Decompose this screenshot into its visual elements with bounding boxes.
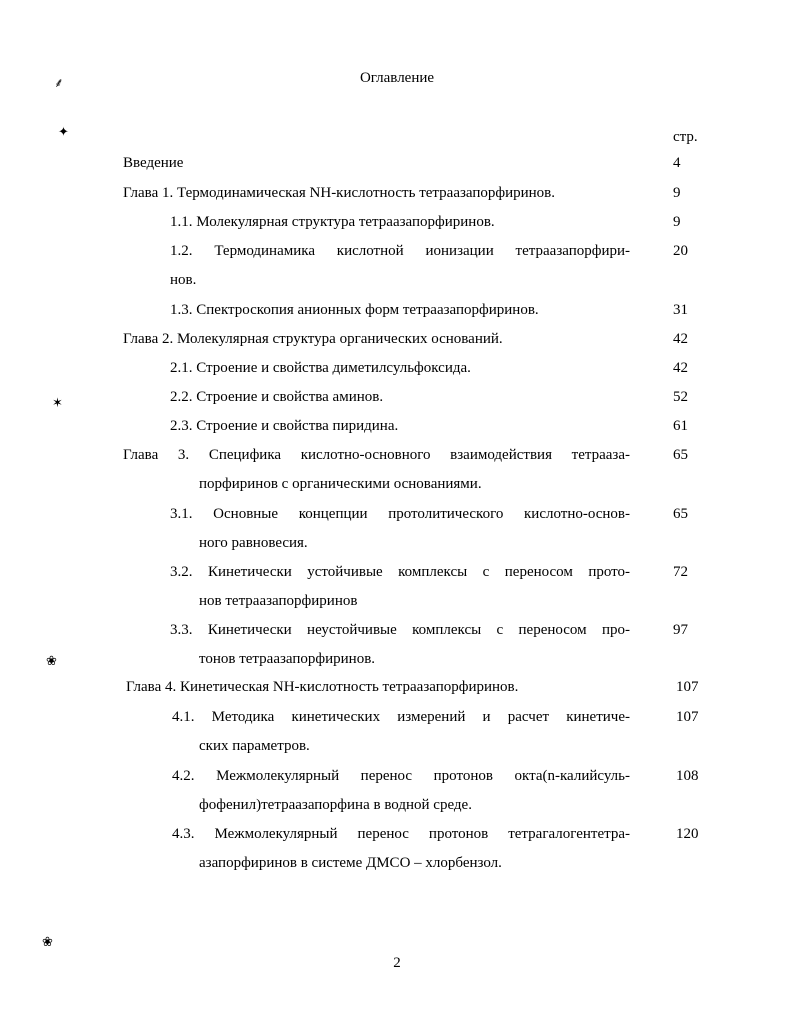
toc-entry-text: 2.2. Строение и свойства аминов.: [170, 389, 384, 405]
toc-entry-text-cont: азапорфиринов в системе ДМСО – хлорбензол.: [199, 855, 502, 871]
toc-entry-text: 4.2. Межмолекулярный перенос протонов окта(n-калийсуль-: [172, 768, 630, 784]
toc-entry-page: 42: [673, 360, 688, 376]
toc-entry-page: 65: [673, 506, 688, 522]
toc-entry-page: 9: [673, 185, 681, 201]
toc-entry: [0, 768, 794, 790]
toc-entry-text-cont: нов.: [170, 272, 197, 288]
toc-entry-page: 9: [673, 214, 681, 230]
toc-entry: [0, 418, 794, 440]
toc-entry-text: 3.2. Кинетически устойчивые комплексы с переносом прото-: [170, 564, 630, 580]
toc-entry-text-cont: фофенил)тетраазапорфина в водной среде.: [199, 797, 472, 813]
toc-entry-page: 4: [673, 155, 681, 171]
toc-entry-page: 65: [673, 447, 688, 463]
toc-entry-continuation: [0, 593, 794, 615]
toc-entry-page: 31: [673, 302, 688, 318]
toc-entry: [0, 214, 794, 236]
toc-entry-continuation: [0, 476, 794, 498]
toc-entry-text: 3.1. Основные концепции протолитического кислотно-основ-: [170, 506, 630, 522]
toc-entry-page: 61: [673, 418, 688, 434]
toc-entry-text: 2.3. Строение и свойства пиридина.: [170, 418, 399, 434]
toc-entry-text: Глава 1. Термодинамическая NH-кислотность тетраазапорфиринов.: [123, 185, 556, 201]
toc-entry: [0, 564, 794, 586]
toc-entry: [0, 360, 794, 382]
toc-entry-continuation: [0, 535, 794, 557]
toc-entry-text: Введение: [123, 155, 184, 171]
toc-entry-continuation: [0, 797, 794, 819]
toc-entry: [0, 389, 794, 411]
toc-entry: [0, 447, 794, 469]
toc-entry-text: 1.2. Термодинамика кислотной ионизации тетраазапорфири-: [170, 243, 630, 259]
toc-entry-text: 4.3. Межмолекулярный перенос протонов тетрагалогентетра-: [172, 826, 630, 842]
toc-entry-text-cont: ного равновесия.: [199, 535, 308, 551]
scan-speck: ✦: [58, 124, 69, 139]
toc-entry: [0, 331, 794, 353]
toc-entry: [0, 679, 794, 701]
toc-entry-text: 4.1. Методика кинетических измерений и расчет кинетиче-: [172, 709, 630, 725]
toc-entry-text-cont: тонов тетраазапорфиринов.: [199, 651, 376, 667]
toc-entry: [0, 185, 794, 207]
toc-entry-continuation: [0, 272, 794, 294]
toc-entry-page: 107: [676, 709, 699, 725]
toc-entry-page: 20: [673, 243, 688, 259]
toc-entry: [0, 709, 794, 731]
toc-entry-text: 2.1. Строение и свойства диметилсульфоксида.: [170, 360, 471, 376]
toc-entry-page: 97: [673, 622, 688, 638]
toc-entry-continuation: [0, 855, 794, 877]
toc-entry-text: 1.1. Молекулярная структура тетраазапорфиринов.: [170, 214, 495, 230]
scan-speck: ❀: [42, 934, 53, 949]
toc-entry: [0, 302, 794, 324]
document-title: Оглавление: [359, 70, 435, 86]
toc-entry-text: Глава 4. Кинетическая NH-кислотность тетраазапорфиринов.: [126, 679, 519, 695]
scan-speck: ❀: [46, 653, 57, 668]
toc-entry-text-cont: ских параметров.: [199, 738, 310, 754]
toc-entry-page: 72: [673, 564, 688, 580]
toc-entry-text: 3.3. Кинетически неустойчивые комплексы с переносом про-: [170, 622, 630, 638]
page-number: 2: [393, 955, 401, 971]
toc-entry-text: Глава 3. Специфика кислотно-основного взаимодействия тетрааза-: [123, 447, 630, 463]
toc-entry-continuation: [0, 651, 794, 673]
toc-entry-page: 120: [676, 826, 699, 842]
toc-entry-page: 108: [676, 768, 699, 784]
scan-speck: ⸙: [54, 75, 64, 90]
toc-entry: [0, 622, 794, 644]
toc-entry-page: 52: [673, 389, 688, 405]
toc-entry: [0, 155, 794, 177]
toc-entry-text: 1.3. Спектроскопия анионных форм тетраазапорфиринов.: [170, 302, 539, 318]
toc-entry-page: 42: [673, 331, 688, 347]
toc-entry: [0, 826, 794, 848]
toc-entry: [0, 243, 794, 265]
toc-entry-page: 107: [676, 679, 699, 695]
toc-entry-text-cont: нов тетраазапорфиринов: [199, 593, 358, 609]
toc-entry-text: Глава 2. Молекулярная структура органических оснований.: [123, 331, 503, 347]
toc-entry-continuation: [0, 738, 794, 760]
page-column-label: стр.: [673, 129, 698, 145]
toc-entry-text-cont: порфиринов с органическими основаниями.: [199, 476, 482, 492]
toc-entry: [0, 506, 794, 528]
scan-speck: ✶: [52, 395, 63, 410]
